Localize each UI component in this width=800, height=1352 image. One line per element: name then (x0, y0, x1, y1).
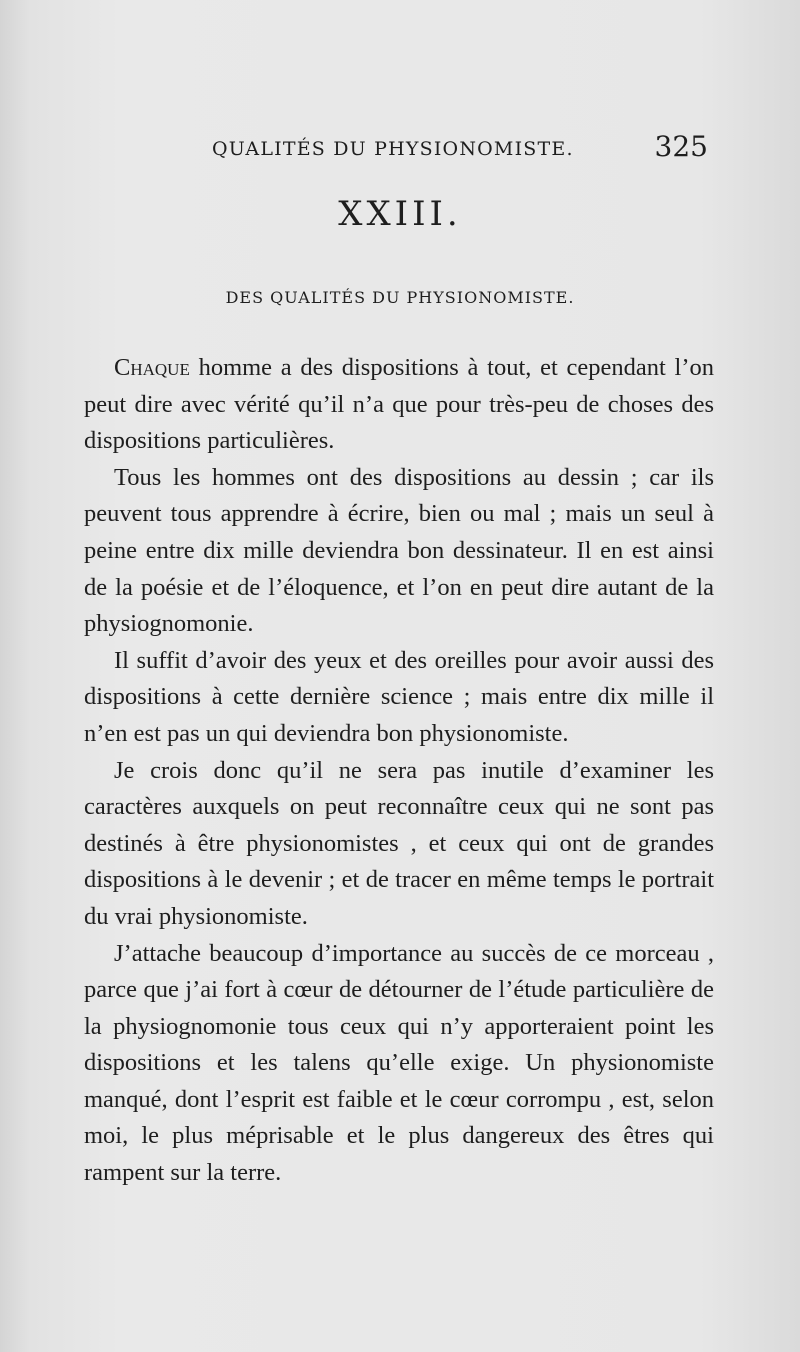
chapter-title: DES QUALITÉS DU PHYSIONOMISTE. (225, 288, 575, 307)
paragraph-5: J’attache beaucoup d’importance au succès de ce morceau , parce que j’ai fort à cœur de détourner de l’étude particulière de la physiognomonie tous ceux qui n’y apporteraient point les dispositions et les talens qu’elle exige. Un physionomiste manqué, dont l’esprit est faible et le cœur corrompu , est, selon moi, le plus méprisable et le plus dangereux des êtres qui rampent sur la terre. (84, 939, 714, 1187)
running-head: QUALITÉS DU PHYSIONOMISTE. (212, 138, 574, 160)
paragraph-3: Il suffit d’avoir des yeux et des oreilles pour avoir aussi des dispositions à cette dernière science ; mais entre dix mille il n’en est pas un qui deviendra bon physionomiste. (84, 646, 714, 747)
page-number: 325 (654, 130, 708, 163)
paragraph-1-text: homme a des dispositions à tout, et cependant l’on peut dire avec vérité qu’il n’a que pour très-peu de choses des dispositions particulières. (84, 354, 714, 455)
body-text (84, 350, 714, 1192)
chapter-number: XXIII. (338, 194, 462, 234)
paragraph-2: Tous les hommes ont des dispositions au dessin ; car ils peuvent tous apprendre à écrire, bien ou mal ; mais un seul à peine entre dix mille deviendra bon dessinateur. Il en est ainsi de la poésie et de l’éloquence, et l’on en peut dire autant de la physiognomonie. (84, 463, 714, 638)
paragraph-1 (84, 350, 714, 460)
drop-word: Chaque (114, 354, 190, 381)
paragraph-4: Je crois donc qu’il ne sera pas inutile d’examiner les caractères auxquels on peut reconnaître ceux qui ne sont pas destinés à être physionomistes , et ceux qui ont de grandes dispositions à le devenir ; et de tracer en même temps le portrait du vrai physionomiste. (84, 756, 714, 930)
